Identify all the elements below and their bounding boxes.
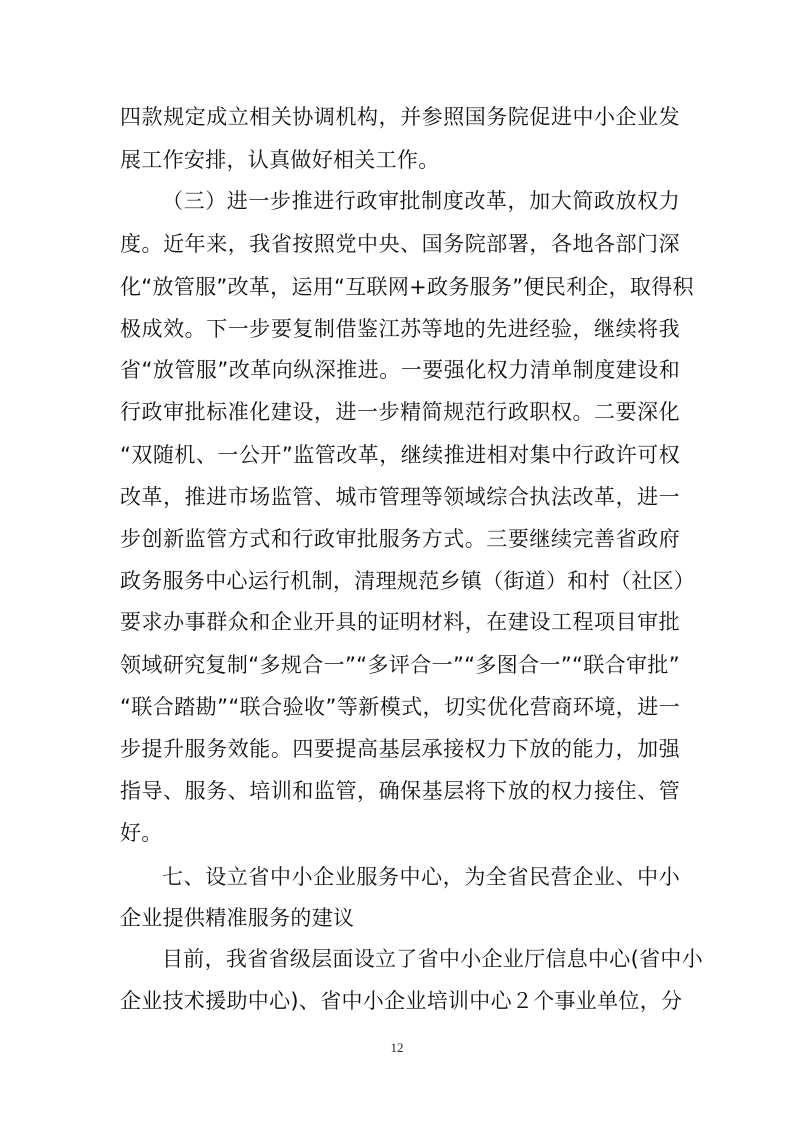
body-text-line-7: 行政审批标准化建设，进一步精简规范行政职权。二要深化	[120, 400, 680, 424]
section-heading-line-1: （三）进一步推进行政审批制度改革，加大简政放权力	[162, 189, 680, 213]
body-text-line-5: 极成效。下一步要复制借鉴江苏等地的先进经验，继续将我	[120, 317, 680, 341]
section-heading-line-2: 七、设立省中小企业服务中心，为全省民营企业、中小	[162, 865, 680, 889]
body-text-line-3: 度。近年来，我省按照党中央、国务院部署，各地各部门深	[120, 232, 680, 256]
body-text-line-2: 展工作安排，认真做好相关工作。	[120, 148, 440, 172]
body-text-line-19: 企业技术援助中心)、省中小企业培训中心２个事业单位，分	[120, 989, 683, 1013]
body-text-line-15: 步提升服务效能。四要提高基层承接权力下放的能力，加强	[120, 737, 680, 761]
body-text-line-9: 改革，推进市场监管、城市管理等领域综合执法改革，进一	[120, 485, 680, 509]
body-text-line-14: “联合踏勘”“联合验收”等新模式，切实优化营商环境，进一	[120, 695, 680, 719]
body-text-line-13: 领域研究复制“多规合一”“多评合一”“多图合一”“联合审批”	[120, 653, 680, 677]
body-text-line-8: “双随机、一公开”监管改革，继续推进相对集中行政许可权	[120, 443, 680, 467]
body-text-line-12: 要求办事群众和企业开具的证明材料，在建设工程项目审批	[120, 610, 680, 634]
page-number: 12	[390, 1040, 404, 1055]
body-text-line-16: 指导、服务、培训和监管，确保基层将下放的权力接住、管	[120, 779, 680, 803]
body-text-line-11: 政务服务中心运行机制，清理规范乡镇（街道）和村（社区）	[120, 569, 696, 593]
body-text-line-18: 目前，我省省级层面设立了省中小企业厅信息中心(省中小	[162, 947, 703, 971]
body-text-line-6: 省“放管服”改革向纵深推进。一要强化权力清单制度建设和	[120, 358, 680, 382]
body-text-line-17: 好。	[120, 821, 163, 845]
section-heading-line-3: 企业提供精准服务的建议	[120, 906, 355, 930]
body-text-line-10: 步创新监管方式和行政审批服务方式。三要继续完善省政府	[120, 527, 680, 551]
body-text-line-1: 四款规定成立相关协调机构，并参照国务院促进中小企业发	[120, 105, 680, 129]
body-text-line-4: 化“放管服”改革，运用“互联网+政务服务”便民利企，取得积	[120, 275, 694, 299]
